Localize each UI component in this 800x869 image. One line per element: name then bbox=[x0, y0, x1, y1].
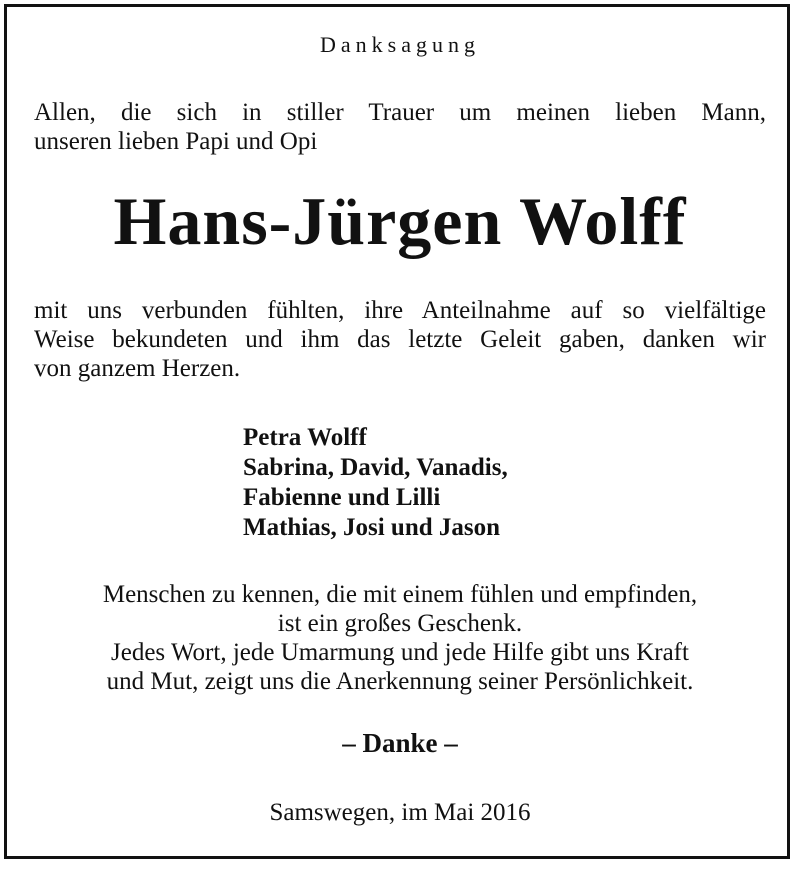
intro-line: unseren lieben Papi und Opi bbox=[34, 128, 318, 155]
signers-list bbox=[243, 423, 508, 543]
intro-line: Allen, die sich in stiller Trauer um meinen lieben Mann, bbox=[34, 99, 766, 126]
thanks-line: von ganzem Herzen. bbox=[34, 355, 241, 382]
quote-line: Jedes Wort, jede Umarmung und jede Hilfe gibt uns Kraft bbox=[111, 639, 689, 666]
thanks-line: Weise bekundeten und ihm das letzte Geleit gaben, danken wir bbox=[34, 326, 766, 353]
place-date: Samswegen, im Mai 2016 bbox=[269, 799, 531, 826]
signer: Sabrina, David, Vanadis, bbox=[243, 454, 508, 481]
signer: Mathias, Josi und Jason bbox=[243, 514, 501, 541]
thanks-text bbox=[34, 296, 766, 383]
quote-line: ist ein großes Geschenk. bbox=[277, 610, 523, 637]
intro-text bbox=[34, 98, 766, 156]
quote-text bbox=[0, 580, 800, 696]
signer: Fabienne und Lilli bbox=[243, 484, 441, 511]
quote-line: Menschen zu kennen, die mit einem fühlen und empfinden, bbox=[102, 581, 698, 608]
signer: Petra Wolff bbox=[243, 424, 367, 451]
deceased-name: Hans-Jürgen Wolff bbox=[113, 183, 687, 259]
notice-title: Danksagung bbox=[320, 32, 480, 57]
quote-line: und Mut, zeigt uns die Anerkennung seiner Persönlichkeit. bbox=[106, 668, 694, 695]
thanks-line: mit uns verbunden fühlten, ihre Anteilnahme auf so vielfältige bbox=[34, 297, 766, 324]
closing-thanks: – Danke – bbox=[342, 728, 458, 758]
